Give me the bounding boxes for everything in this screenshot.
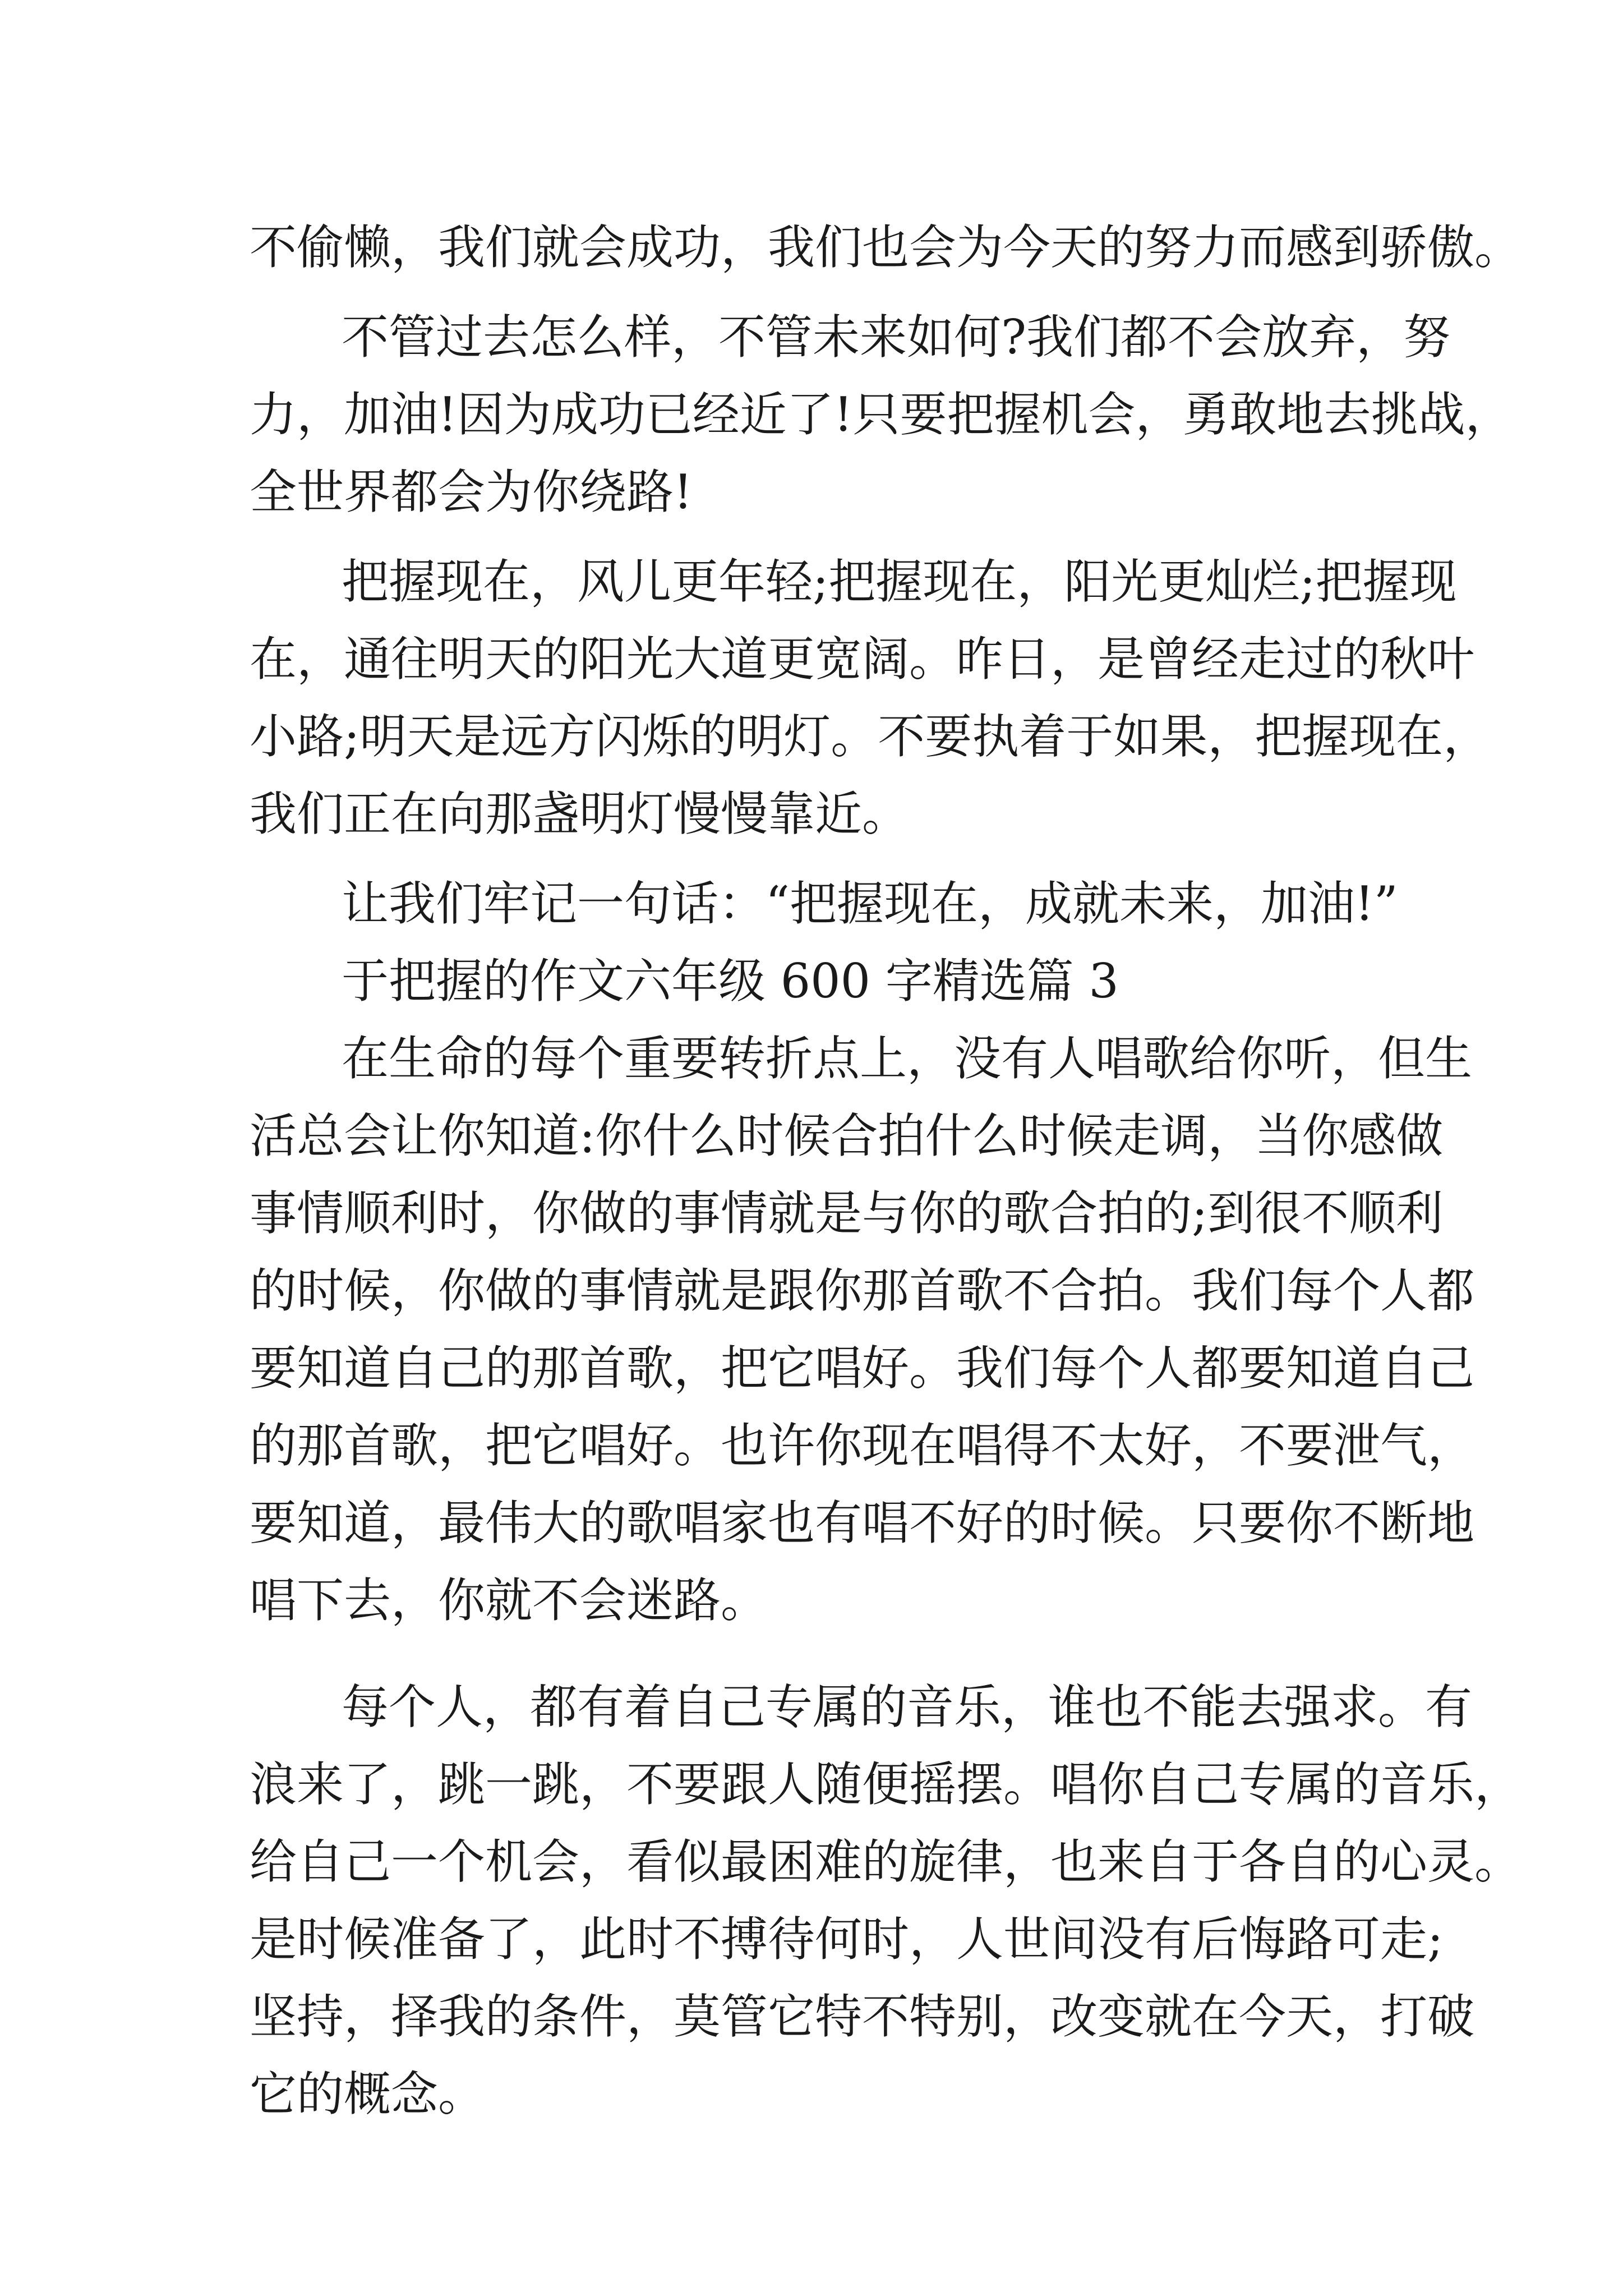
text-line: 是时候准备了，此时不搏待何时，人世间没有后悔路可走; <box>250 1912 1444 1967</box>
text-line: 事情顺利时，你做的事情就是与你的歌合拍的;到很不顺利 <box>250 1186 1444 1241</box>
text-line: 的时候，你做的事情就是跟你那首歌不合拍。我们每个人都 <box>250 1263 1475 1318</box>
text-line: 要知道，最伟大的歌唱家也有唱不好的时候。只要你不断地 <box>250 1496 1475 1550</box>
text-line: 给自己一个机会，看似最困难的旋律，也来自于各自的心灵。 <box>250 1834 1522 1889</box>
text-line: 不偷懒，我们就会成功，我们也会为今天的努力而感到骄傲。 <box>250 220 1522 275</box>
paragraph-start-line: 让我们牢记一句话：“把握现在，成就未来，加油!” <box>342 876 1398 931</box>
paragraph-start-line: 把握现在，风儿更年轻;把握现在，阳光更灿烂;把握现 <box>342 554 1457 609</box>
text-line: 我们正在向那盏明灯慢慢靠近。 <box>250 786 910 841</box>
text-line: 活总会让你知道:你什么时候合拍什么时候走调，当你感做 <box>250 1108 1444 1163</box>
text-line: 在，通往明天的阳光大道更宽阔。昨日，是曾经走过的秋叶 <box>250 632 1475 687</box>
text-line: 要知道自己的那首歌，把它唱好。我们每个人都要知道自己 <box>250 1341 1475 1396</box>
text-line: 唱下去，你就不会迷路。 <box>250 1573 768 1628</box>
text-line: 力，加油!因为成功已经近了!只要把握机会，勇敢地去挑战， <box>250 387 1513 442</box>
text-line: 的那首歌，把它唱好。也许你现在唱得不太好，不要泄气， <box>250 1418 1475 1473</box>
text-line: 全世界都会为你绕路! <box>250 464 693 519</box>
paragraph-start-line: 不管过去怎么样，不管未来如何?我们都不会放弃，努 <box>342 310 1451 365</box>
text-line: 它的概念。 <box>250 2067 486 2122</box>
paragraph-start-line: 每个人，都有着自己专属的音乐，谁也不能去强求。有 <box>342 1680 1473 1734</box>
section-heading: 于把握的作文六年级 600 字精选篇 3 <box>342 954 1119 1009</box>
text-line: 坚持，择我的条件，莫管它特不特别，改变就在今天，打破 <box>250 1989 1475 2044</box>
document-body <box>250 209 1522 2133</box>
paragraph-start-line: 在生命的每个重要转折点上，没有人唱歌给你听，但生 <box>342 1031 1473 1086</box>
text-line: 小路;明天是远方闪烁的明灯。不要执着于如果，把握现在， <box>250 709 1491 764</box>
text-line: 浪来了，跳一跳，不要跟人随便摇摆。唱你自己专属的音乐， <box>250 1757 1522 1812</box>
